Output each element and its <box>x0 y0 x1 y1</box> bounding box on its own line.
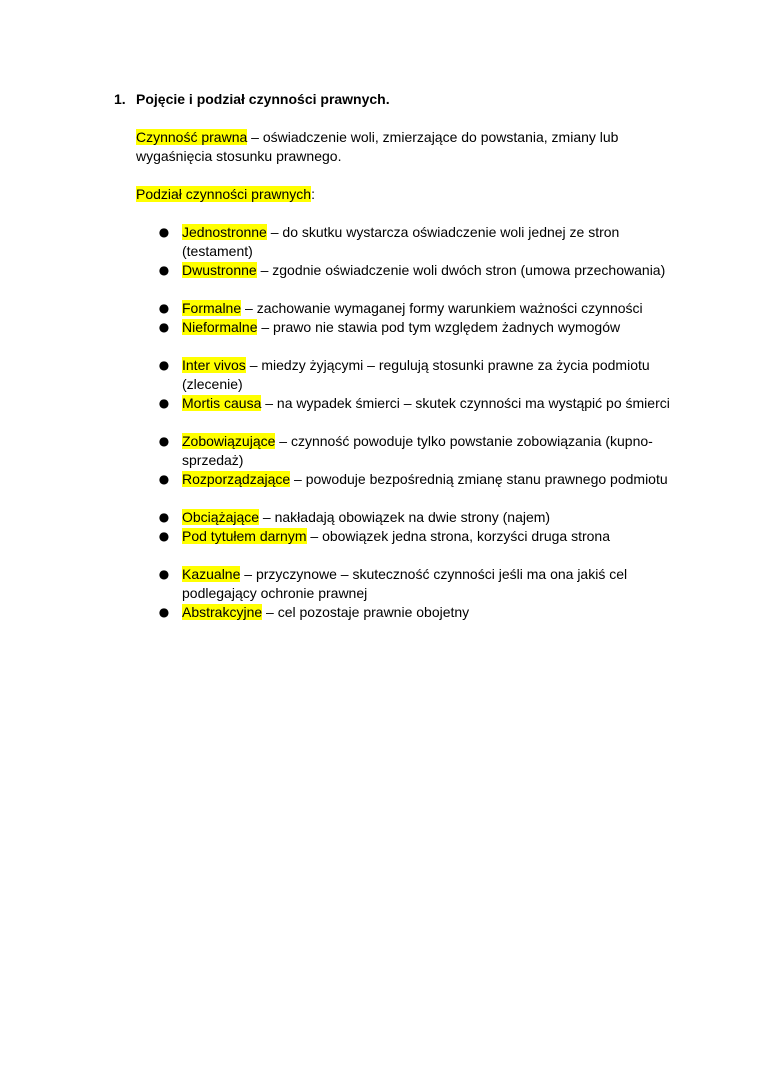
list-item-term: Mortis causa <box>182 395 262 411</box>
division-term: Podział czynności prawnych <box>136 186 312 202</box>
definition-paragraph <box>136 128 626 166</box>
division-paragraph <box>136 185 694 204</box>
bullet-icon: ● <box>158 567 170 581</box>
list-item-term: Pod tytułem darnym <box>182 528 307 544</box>
list-item <box>158 508 682 527</box>
definition-term: Czynność prawna <box>136 129 248 145</box>
list-item-term: Abstrakcyjne <box>182 604 263 620</box>
list-item-description: – czynność powoduje tylko powstanie zobowiązania (kupno-sprzedaż) <box>182 433 653 468</box>
bullet-icon: ● <box>158 263 170 277</box>
list-item-description: – przyczynowe – skuteczność czynności jeśli ma ona jakiś cel podlegający ochronie prawnej <box>182 566 628 601</box>
list-item-description: – obowiązek jedna strona, korzyści druga strona <box>306 528 610 544</box>
list-item-term: Jednostronne <box>182 224 267 240</box>
bullet-list <box>158 508 694 546</box>
list-item-term: Nieformalne <box>182 319 258 335</box>
bullet-list <box>158 356 694 413</box>
section-heading <box>114 90 694 109</box>
bullet-icon: ● <box>158 529 170 543</box>
bullet-list <box>158 565 694 622</box>
list-item <box>158 470 682 489</box>
list-item-description: – nakładają obowiązek na dwie strony (najem) <box>259 509 551 525</box>
list-item <box>158 356 682 394</box>
bullet-icon: ● <box>158 510 170 524</box>
definition-text: – oświadczenie woli, zmierzające do powstania, zmiany lub wygaśnięcia stosunku prawnego. <box>136 129 619 164</box>
classification-lists <box>114 223 694 622</box>
bullet-icon: ● <box>158 605 170 619</box>
list-item-description: – do skutku wystarcza oświadczenie woli jednej ze stron (testament) <box>182 224 620 259</box>
bullet-icon: ● <box>158 472 170 486</box>
list-item-description: – zgodnie oświadczenie woli dwóch stron (umowa przechowania) <box>256 262 666 278</box>
list-item-term: Kazualne <box>182 566 241 582</box>
list-item-description: – zachowanie wymaganej formy warunkiem ważności czynności <box>241 300 643 316</box>
bullet-icon: ● <box>158 225 170 239</box>
list-item <box>158 432 682 470</box>
list-item <box>158 223 682 261</box>
list-item <box>158 318 682 337</box>
list-item-term: Formalne <box>182 300 242 316</box>
list-item-description: – miedzy żyjącymi – regulują stosunki prawne za życia podmiotu (zlecenie) <box>182 357 650 392</box>
bullet-list <box>158 299 694 337</box>
list-item <box>158 565 682 603</box>
list-item <box>158 603 682 622</box>
section-title: Pojęcie i podział czynności prawnych. <box>136 91 390 107</box>
list-item-term: Dwustronne <box>182 262 257 278</box>
document-content <box>114 90 694 622</box>
bullet-icon: ● <box>158 358 170 372</box>
list-item-description: – powoduje bezpośrednią zmianę stanu prawnego podmiotu <box>290 471 668 487</box>
list-item-term: Zobowiązujące <box>182 433 276 449</box>
bullet-icon: ● <box>158 320 170 334</box>
list-item-term: Inter vivos <box>182 357 246 373</box>
list-item <box>158 299 682 318</box>
list-item <box>158 394 682 413</box>
list-item-description: – prawo nie stawia pod tym względem żadnych wymogów <box>257 319 621 335</box>
list-item-description: – cel pozostaje prawnie obojetny <box>262 604 470 620</box>
bullet-icon: ● <box>158 301 170 315</box>
bullet-icon: ● <box>158 396 170 410</box>
bullet-list <box>158 432 694 489</box>
bullet-icon: ● <box>158 434 170 448</box>
list-item <box>158 527 682 546</box>
list-item-description: – na wypadek śmierci – skutek czynności ma wystąpić po śmierci <box>261 395 670 411</box>
bullet-list <box>158 223 694 280</box>
division-suffix: : <box>311 186 315 202</box>
list-item <box>158 261 682 280</box>
section-number: 1. <box>114 91 126 107</box>
list-item-term: Obciążające <box>182 509 260 525</box>
list-item-term: Rozporządzające <box>182 471 291 487</box>
